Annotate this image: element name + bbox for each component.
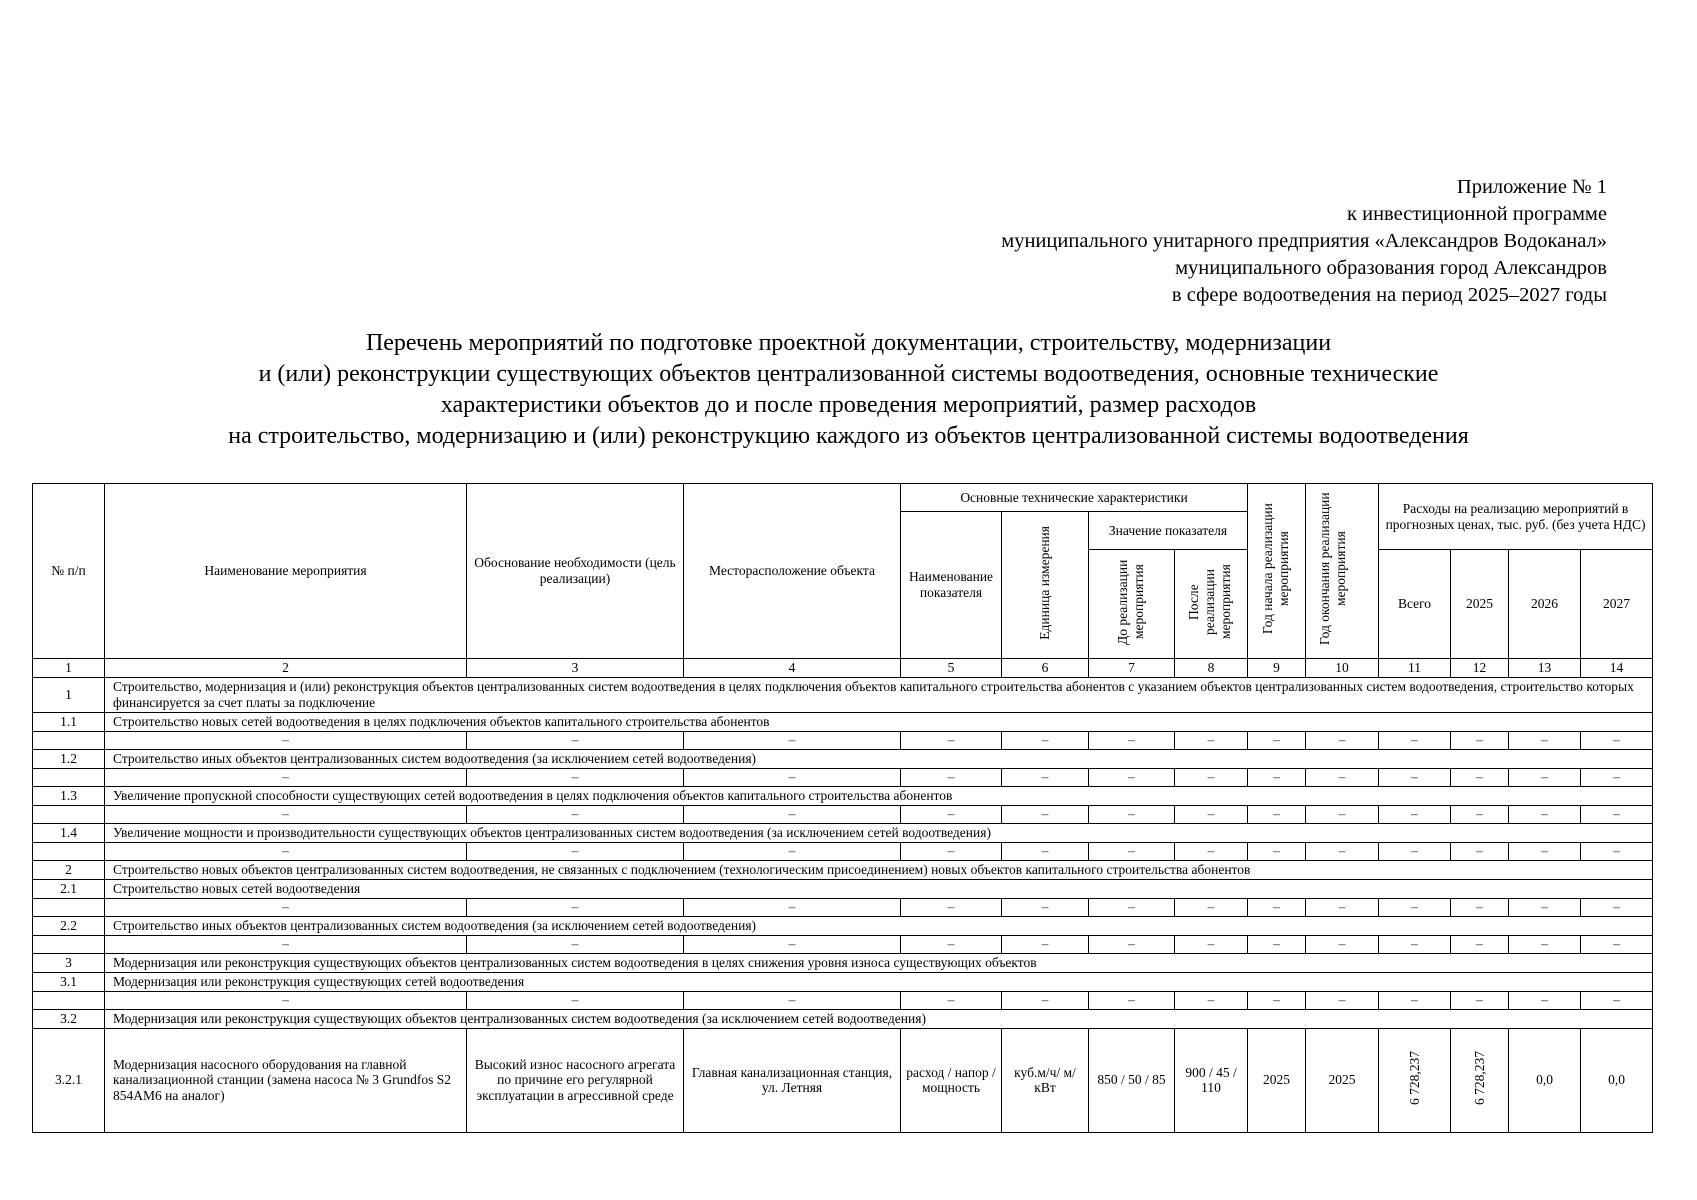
dash-cell: – [1089,842,1175,860]
dash-cell: – [1451,935,1509,953]
dash-cell: – [1248,991,1306,1009]
measure-indicator: расход / напор / мощность [901,1028,1002,1132]
measure-row [33,1028,1653,1132]
measure-total-value: 6 728,237 [1406,1051,1422,1106]
dash-cell: – [467,842,684,860]
appendix-line: Приложение № 1 [1456,176,1607,198]
header-2026: 2026 [1509,550,1581,659]
dash-cell: – [901,731,1002,749]
dash-cell: – [1451,898,1509,916]
header-after [1175,550,1248,659]
dash-cell: – [1451,842,1509,860]
column-number: 3 [467,658,684,677]
column-number: 12 [1451,658,1509,677]
dash-cell: – [901,805,1002,823]
dash-cell: – [1089,991,1175,1009]
section-row [33,972,1653,991]
section-text: Модернизация или реконструкция существующих сетей водоотведения [105,972,1653,991]
dash-cell: – [1581,842,1653,860]
empty-row [33,768,1653,786]
measure-year-start: 2025 [1248,1028,1306,1132]
dash-cell [33,805,105,823]
dash-cell [33,935,105,953]
header-total: Всего [1379,550,1451,659]
dash-cell: – [901,842,1002,860]
dash-cell: – [1509,805,1581,823]
section-text: Увеличение пропускной способности существующих сетей водоотведения в целях подключения объектов капитального строительства абонентов [105,786,1653,805]
dash-cell: – [1306,898,1379,916]
section-num: 3.2 [33,1009,105,1028]
measure-total [1379,1028,1451,1132]
column-number: 9 [1248,658,1306,677]
measure-reason: Высокий износ насосного агрегата по причине его регулярной эксплуатации в агрессивной среде [467,1028,684,1132]
dash-cell: – [1248,842,1306,860]
dash-cell: – [1306,731,1379,749]
dash-cell: – [901,768,1002,786]
dash-cell: – [1175,898,1248,916]
header-after-text: После реализации мероприятия [1186,564,1233,640]
section-text: Модернизация или реконструкция существующих объектов централизованных систем водоотведения в целях снижения уровня износа существующих объектов [105,953,1653,972]
measure-unit: куб.м/ч/ м/ кВт [1002,1028,1089,1132]
dash-cell: – [1451,768,1509,786]
dash-cell: – [684,842,901,860]
dash-cell: – [1002,935,1089,953]
empty-row [33,842,1653,860]
dash-cell: – [1509,991,1581,1009]
column-number-row [33,658,1653,677]
dash-cell: – [467,935,684,953]
title-line: на строительство, модернизацию и (или) реконструкцию каждого из объектов централизованной системы водоотведения [228,423,1469,449]
empty-row [33,935,1653,953]
dash-cell: – [1002,898,1089,916]
dash-cell: – [901,991,1002,1009]
header-costs: Расходы на реализацию мероприятий в прогнозных ценах, тыс. руб. (без учета НДС) [1379,484,1653,550]
dash-cell: – [1089,898,1175,916]
dash-cell: – [467,731,684,749]
title-line: характеристики объектов до и после проведения мероприятий, размер расходов [440,392,1257,418]
dash-cell: – [1175,991,1248,1009]
dash-cell: – [1002,731,1089,749]
title-line: Перечень мероприятий по подготовке проектной документации, строительству, модернизации [365,330,1332,356]
header-tech: Основные технические характеристики [901,484,1248,512]
dash-cell: – [1379,768,1451,786]
section-text: Строительство иных объектов централизованных систем водоотведения (за исключением сетей водоотведения) [105,916,1653,935]
header-year-end [1306,484,1379,659]
dash-cell [33,991,105,1009]
section-num: 1.4 [33,823,105,842]
header-before [1089,550,1175,659]
section-text: Строительство, модернизация и (или) реконструкция объектов централизованных систем водоотведения в целях подключения объектов капитального строительства абонентов с указанием объектов централизованных систем водоотведения, строительство которых финансируется за счет платы за подключение [105,677,1653,712]
column-number: 14 [1581,658,1653,677]
dash-cell: – [1581,991,1653,1009]
section-text: Строительство иных объектов централизованных систем водоотведения (за исключением сетей водоотведения) [105,749,1653,768]
dash-cell: – [1306,842,1379,860]
section-row [33,953,1653,972]
header-indicator-value: Значение показателя [1089,512,1248,550]
empty-row [33,731,1653,749]
dash-cell: – [1451,805,1509,823]
dash-cell: – [1175,935,1248,953]
dash-cell: – [901,935,1002,953]
dash-cell: – [1248,768,1306,786]
column-number: 7 [1089,658,1175,677]
dash-cell: – [684,898,901,916]
dash-cell: – [1581,768,1653,786]
header-unit-text: Единица измерения [1037,526,1052,640]
measure-2025 [1451,1028,1509,1132]
dash-cell: – [1089,805,1175,823]
dash-cell: – [467,805,684,823]
dash-cell: – [105,842,467,860]
section-num: 1.1 [33,712,105,731]
dash-cell: – [105,991,467,1009]
section-text: Модернизация или реконструкция существующих объектов централизованных систем водоотведения (за исключением сетей водоотведения) [105,1009,1653,1028]
column-number: 1 [33,658,105,677]
section-num: 1.2 [33,749,105,768]
dash-cell: – [684,991,901,1009]
appendix-line: к инвестиционной программе [1347,203,1607,225]
section-text: Увеличение мощности и производительности существующих объектов централизованных систем водоотведения (за исключением сетей водоотведения) [105,823,1653,842]
header-unit [1002,512,1089,659]
dash-cell: – [1089,731,1175,749]
empty-row [33,991,1653,1009]
header-name: Наименование мероприятия [105,484,467,659]
dash-cell: – [684,805,901,823]
section-text: Строительство новых сетей водоотведения в целях подключения объектов капитального строительства абонентов [105,712,1653,731]
dash-cell: – [684,768,901,786]
dash-cell: – [1451,731,1509,749]
section-num: 3.1 [33,972,105,991]
column-number: 13 [1509,658,1581,677]
dash-cell: – [1509,898,1581,916]
dash-cell: – [1002,805,1089,823]
header-location: Месторасположение объекта [684,484,901,659]
header-2025: 2025 [1451,550,1509,659]
section-num: 3 [33,953,105,972]
dash-cell: – [1089,935,1175,953]
section-num: 2.2 [33,916,105,935]
document-title [0,328,1697,452]
column-number: 2 [105,658,467,677]
dash-cell: – [1379,842,1451,860]
dash-cell: – [467,898,684,916]
header-year-end-text: Год окончания реализации мероприятия [1317,492,1349,646]
dash-cell [33,731,105,749]
header-year-start-text: Год начала реализации мероприятия [1259,503,1291,635]
dash-cell: – [1581,731,1653,749]
measure-name: Модернизация насосного оборудования на главной канализационной станции (замена насоса № 3 Grundfos S2 854AM6 на аналог) [105,1028,467,1132]
dash-cell: – [105,731,467,749]
appendix-line: в сфере водоотведения на период 2025–2027 годы [1171,284,1607,306]
dash-cell: – [1581,898,1653,916]
dash-cell: – [1509,731,1581,749]
section-row [33,677,1653,712]
header-year-start [1248,484,1306,659]
measure-after: 900 / 45 / 110 [1175,1028,1248,1132]
dash-cell: – [1248,731,1306,749]
dash-cell: – [1509,842,1581,860]
appendix-header [1001,174,1607,309]
dash-cell: – [1306,991,1379,1009]
title-line: и (или) реконструкции существующих объектов централизованной системы водоотведения, основные технические [258,361,1439,387]
dash-cell: – [467,768,684,786]
column-number: 8 [1175,658,1248,677]
measure-2027: 0,0 [1581,1028,1653,1132]
appendix-line: муниципального образования город Александров [1175,257,1607,279]
dash-cell: – [684,935,901,953]
dash-cell: – [1379,935,1451,953]
dash-cell: – [105,898,467,916]
dash-cell: – [684,731,901,749]
header-num: № п/п [33,484,105,659]
section-num: 2 [33,860,105,879]
dash-cell: – [1248,805,1306,823]
dash-cell: – [105,768,467,786]
dash-cell: – [1002,768,1089,786]
section-row [33,879,1653,898]
dash-cell: – [1581,935,1653,953]
column-number: 5 [901,658,1002,677]
dash-cell [33,768,105,786]
column-number: 4 [684,658,901,677]
empty-row [33,805,1653,823]
header-2027: 2027 [1581,550,1653,659]
dash-cell: – [1175,805,1248,823]
dash-cell: – [1379,898,1451,916]
section-num: 1.3 [33,786,105,805]
dash-cell: – [1248,935,1306,953]
dash-cell: – [1509,935,1581,953]
dash-cell: – [467,991,684,1009]
measure-2026: 0,0 [1509,1028,1581,1132]
section-num: 1 [33,677,105,712]
dash-cell: – [1306,768,1379,786]
dash-cell: – [1175,768,1248,786]
section-num: 2.1 [33,879,105,898]
section-row [33,1009,1653,1028]
section-row [33,712,1653,731]
column-number: 6 [1002,658,1089,677]
empty-row [33,898,1653,916]
dash-cell: – [1306,805,1379,823]
header-before-text: До реализации мероприятия [1114,559,1146,645]
dash-cell: – [1002,842,1089,860]
section-row [33,786,1653,805]
section-row [33,860,1653,879]
dash-cell: – [1248,898,1306,916]
dash-cell: – [1451,991,1509,1009]
section-row [33,749,1653,768]
section-text: Строительство новых объектов централизованных систем водоотведения, не связанных с подключением (технологическим присоединением) новых объектов капитального строительства абонентов [105,860,1653,879]
dash-cell: – [1306,935,1379,953]
section-text: Строительство новых сетей водоотведения [105,879,1653,898]
dash-cell: – [1175,731,1248,749]
dash-cell: – [105,805,467,823]
header-indicator-name: Наименование показателя [901,512,1002,659]
dash-cell: – [1379,805,1451,823]
row-num: 3.2.1 [33,1028,105,1132]
section-row [33,823,1653,842]
measures-table [32,483,1653,1133]
dash-cell: – [105,935,467,953]
header-reason: Обоснование необходимости (цель реализации) [467,484,684,659]
dash-cell: – [1379,731,1451,749]
section-row [33,916,1653,935]
dash-cell [33,842,105,860]
measure-location: Главная канализационная станция, ул. Летняя [684,1028,901,1132]
column-number: 11 [1379,658,1451,677]
appendix-line: муниципального унитарного предприятия «Александров Водоканал» [1001,230,1607,252]
dash-cell: – [1175,842,1248,860]
dash-cell: – [1509,768,1581,786]
dash-cell: – [1379,991,1451,1009]
column-number: 10 [1306,658,1379,677]
measure-before: 850 / 50 / 85 [1089,1028,1175,1132]
dash-cell: – [1581,805,1653,823]
dash-cell: – [901,898,1002,916]
dash-cell: – [1089,768,1175,786]
dash-cell [33,898,105,916]
dash-cell: – [1002,991,1089,1009]
measure-year-end: 2025 [1306,1028,1379,1132]
measure-2025-value: 6 728,237 [1471,1051,1487,1106]
